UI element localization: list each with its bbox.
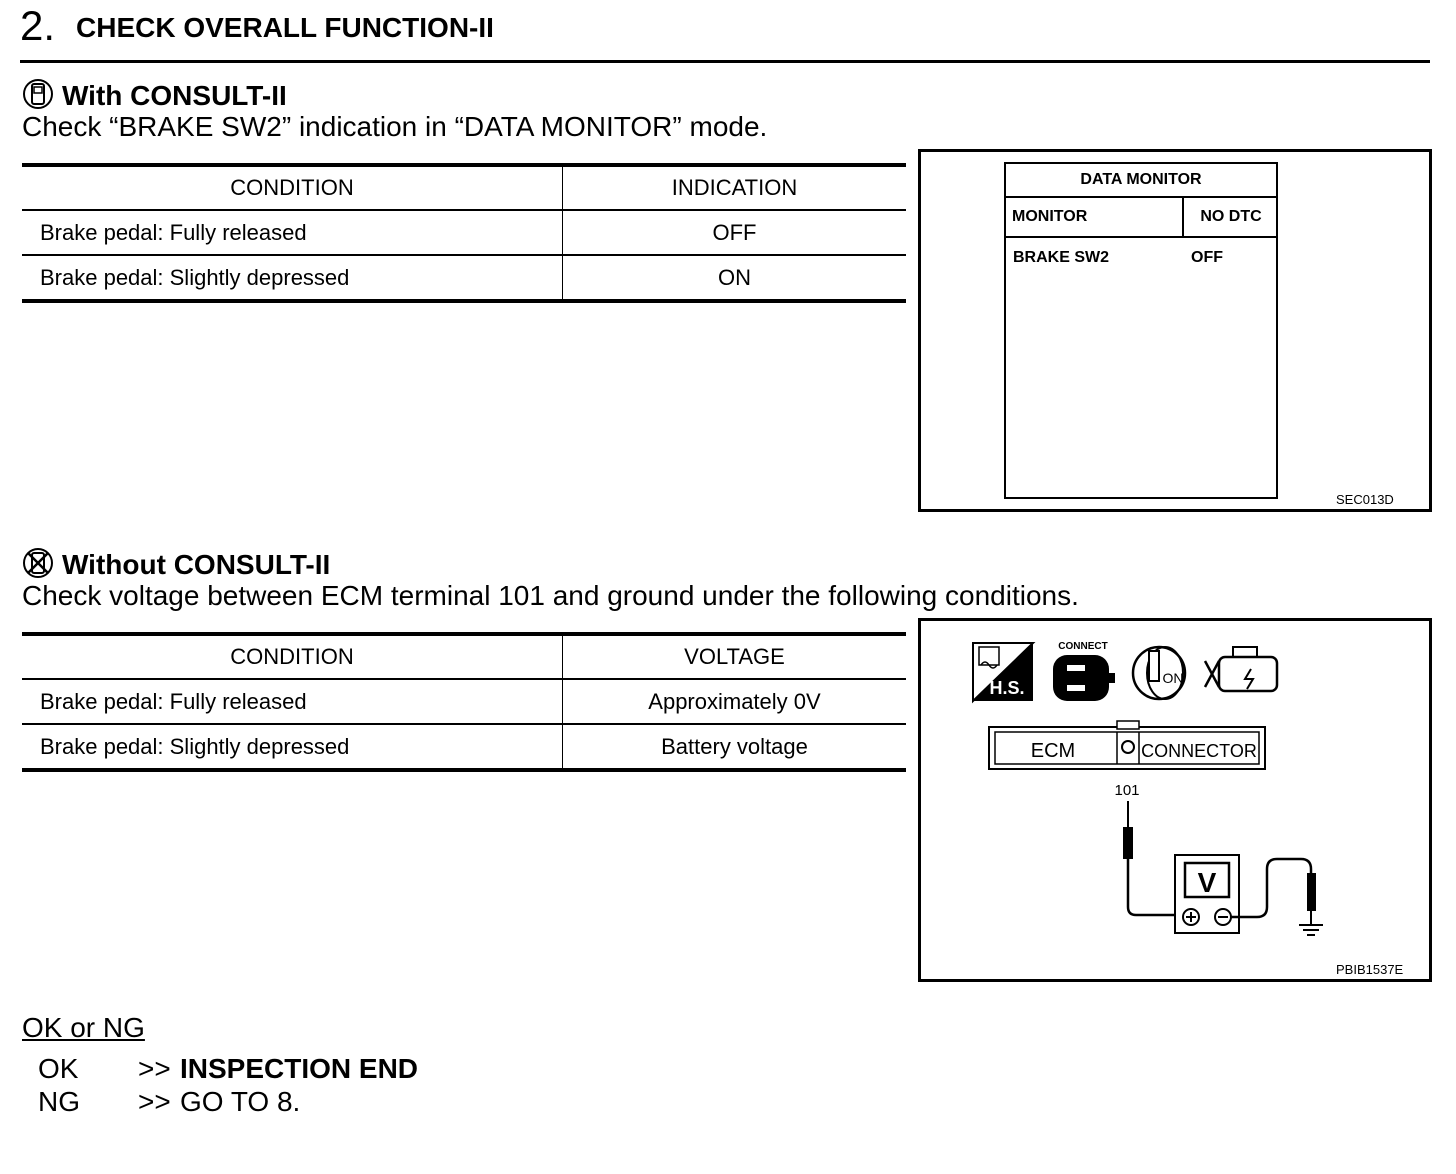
condition-cell: Brake pedal: Slightly depressed	[22, 724, 563, 770]
with-consult-label: With CONSULT-II	[62, 80, 287, 111]
ground-icon	[1299, 911, 1323, 935]
no-consult-icon	[22, 547, 54, 579]
with-consult-heading	[22, 78, 287, 112]
hot-soak-label: H.S.	[989, 678, 1025, 698]
data-monitor-title: DATA MONITOR	[1006, 164, 1276, 198]
ok-action: INSPECTION END	[180, 1053, 419, 1084]
no-consult-instruction: Check voltage between ECM terminal 101 and ground under the following conditions.	[22, 580, 1079, 611]
condition-cell: Brake pedal: Slightly depressed	[22, 255, 563, 301]
connect-icon	[1053, 641, 1115, 701]
data-monitor-item	[1006, 238, 1276, 278]
negative-lead	[1231, 859, 1311, 917]
voltage-table	[22, 632, 906, 772]
figure-code: PBIB1537E	[1336, 962, 1404, 977]
voltage-check-diagram	[921, 621, 1429, 979]
ok-arrow: >>	[138, 1053, 171, 1084]
col-header-indication: INDICATION	[563, 165, 907, 210]
indication-cell: OFF	[563, 210, 907, 255]
negative-probe	[1307, 873, 1316, 911]
ng-arrow: >>	[138, 1086, 171, 1117]
voltage-cell: Approximately 0V	[563, 679, 907, 724]
positive-probe	[1123, 827, 1133, 859]
ecm-connector	[989, 721, 1265, 769]
connect-label: CONNECT	[1058, 641, 1108, 652]
terminal-number: 101	[1114, 782, 1140, 799]
step-title: CHECK OVERALL FUNCTION-II	[76, 12, 494, 43]
hot-soak-icon	[973, 643, 1033, 701]
result-heading: OK or NG	[22, 1012, 145, 1043]
voltmeter-icon	[1175, 855, 1239, 933]
monitor-label: MONITOR	[1012, 208, 1088, 225]
without-consult-label: Without CONSULT-II	[62, 549, 331, 580]
table-row	[22, 210, 906, 255]
table-row	[22, 679, 906, 724]
col-header-condition: CONDITION	[22, 165, 563, 210]
col-header-voltage: VOLTAGE	[563, 634, 907, 679]
consult-instruction: Check “BRAKE SW2” indication in “DATA MONITOR” mode.	[22, 111, 768, 142]
data-monitor-screen	[1004, 162, 1278, 499]
table-row	[22, 255, 906, 301]
voltmeter-label: V	[1197, 867, 1217, 898]
ng-action: GO TO 8.	[180, 1086, 301, 1117]
item-value: OFF	[1191, 249, 1223, 266]
engine-icon	[1205, 647, 1277, 691]
ng-label: NG	[38, 1086, 80, 1117]
figure-code: SEC013D	[1336, 492, 1394, 507]
condition-cell: Brake pedal: Fully released	[22, 210, 563, 255]
step-header	[20, 0, 1430, 63]
indication-cell: ON	[563, 255, 907, 301]
step-number: 2.	[20, 2, 56, 49]
data-monitor-figure	[918, 149, 1432, 512]
consult-indication-table	[22, 163, 906, 303]
item-name: BRAKE SW2	[1013, 249, 1110, 266]
ignition-on-label: ON	[1162, 670, 1184, 686]
ok-label: OK	[38, 1053, 79, 1084]
dtc-status: NO DTC	[1182, 198, 1278, 236]
data-monitor-header-row	[1006, 198, 1276, 238]
col-header-condition: CONDITION	[22, 634, 563, 679]
ignition-on-icon	[1133, 647, 1185, 699]
table-row	[22, 724, 906, 770]
table-header-row	[22, 634, 906, 679]
condition-cell: Brake pedal: Fully released	[22, 679, 563, 724]
voltage-cell: Battery voltage	[563, 724, 907, 770]
consult-tool-icon	[22, 78, 54, 110]
voltage-check-figure	[918, 618, 1432, 982]
table-header-row	[22, 165, 906, 210]
without-consult-heading	[22, 547, 330, 581]
ecm-label: ECM	[1030, 740, 1076, 762]
connector-label: CONNECTOR	[1141, 741, 1257, 761]
